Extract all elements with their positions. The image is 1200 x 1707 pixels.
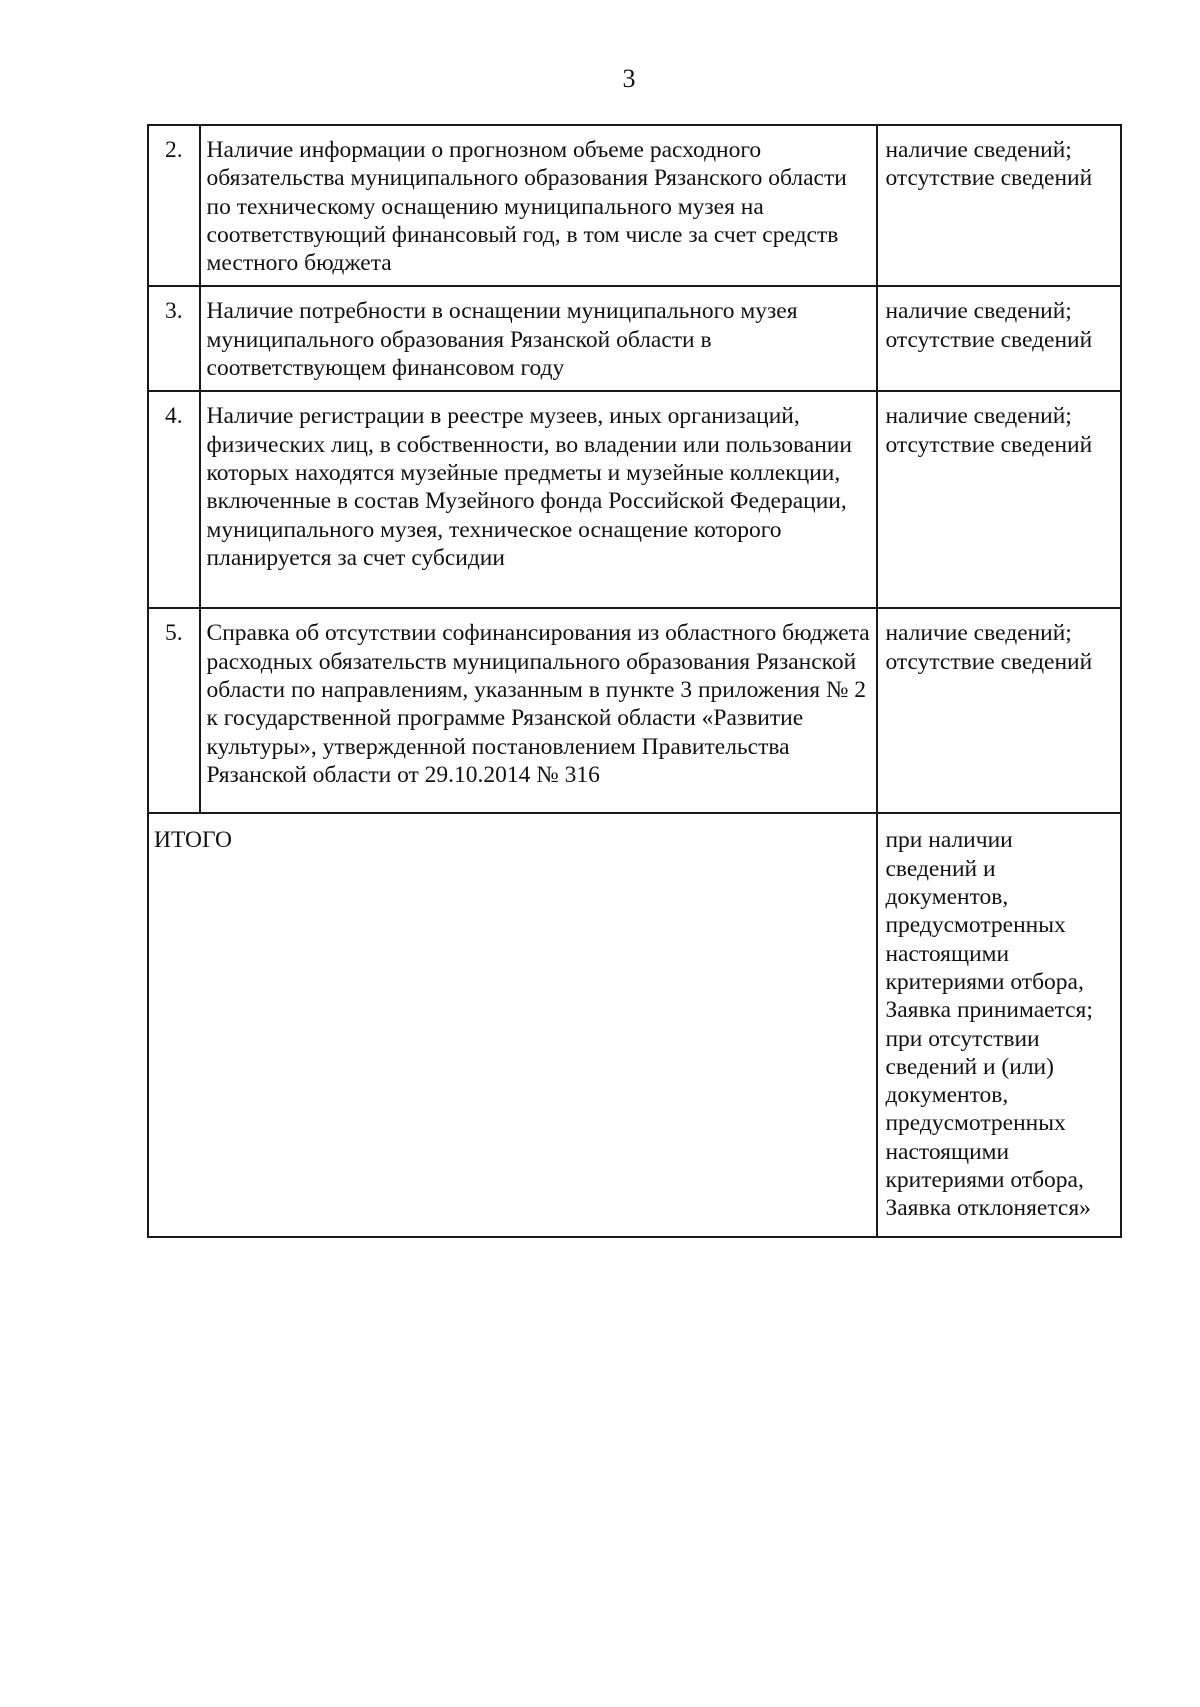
value-line: предусмотренных [885, 912, 1066, 939]
total-value [877, 813, 1121, 1237]
value-line: сведений и [885, 855, 996, 882]
criterion-text: Наличие потребности в оснащении муниципального музея муниципального образования Рязанской области в соответствующем финансовом году [200, 286, 878, 391]
value-line: настоящими [885, 940, 1010, 967]
value-line: отсутствие сведений [885, 431, 1093, 458]
value-line: критериями отбора, [885, 1167, 1084, 1194]
table-row [148, 391, 1121, 608]
value-line: настоящими [885, 1138, 1010, 1165]
value-line: наличие сведений; [885, 298, 1072, 325]
table-row [148, 608, 1121, 813]
value-line: документов, [885, 884, 1009, 911]
criterion-text: Наличие информации о прогнозном объеме расходного обязательства муниципального образования Рязанского области по техническому оснащению муниципального музея на соответствующий финансовый год, в том числе за счет средств местного бюджета [200, 125, 878, 286]
criterion-value [877, 125, 1121, 286]
total-label: ИТОГО [148, 813, 877, 1237]
value-line: критериями отбора, [885, 968, 1084, 995]
value-line: наличие сведений; [885, 620, 1072, 647]
value-line: Заявка принимается; [885, 997, 1093, 1024]
total-row [148, 813, 1121, 1237]
criterion-value [877, 286, 1121, 391]
value-line: предусмотренных [885, 1110, 1066, 1137]
value-line: документов, [885, 1082, 1009, 1109]
row-number: 3. [148, 286, 200, 391]
row-number: 4. [148, 391, 200, 608]
page-number: 3 [622, 64, 636, 93]
value-line: Заявка отклоняется» [885, 1195, 1091, 1222]
value-line: при наличии [885, 827, 1013, 854]
row-number: 2. [148, 125, 200, 286]
table-row [148, 286, 1121, 391]
value-line: отсутствие сведений [885, 648, 1093, 675]
criterion-value [877, 391, 1121, 608]
value-line: сведений и (или) [885, 1053, 1054, 1080]
selection-criteria-table [147, 124, 1122, 1238]
criterion-text: Справка об отсутствии софинансирования из областного бюджета расходных обязательств муниципального образования Рязанской области по направлениям, указанным в пункте 3 приложения № 2 к государственной программе Рязанской области «Развитие культуры», утвержденной постановлением Правительства Рязанской области от 29.10.2014 № 316 [200, 608, 878, 813]
value-line: отсутствие сведений [885, 326, 1093, 353]
table-row [148, 125, 1121, 286]
value-line: наличие сведений; [885, 137, 1072, 163]
value-line: наличие сведений; [885, 403, 1072, 430]
criterion-text: Наличие регистрации в реестре музеев, иных организаций, физических лиц, в собственности, во владении или пользовании которых находятся музейные предметы и музейные коллекции, включенные в состав Музейного фонда Российской Федерации, муниципального музея, техническое оснащение которого планируется за счет субсидии [200, 391, 878, 608]
row-number: 5. [148, 608, 200, 813]
value-line: при отсутствии [885, 1025, 1040, 1052]
value-line: отсутствие сведений [885, 165, 1093, 192]
criterion-value [877, 608, 1121, 813]
